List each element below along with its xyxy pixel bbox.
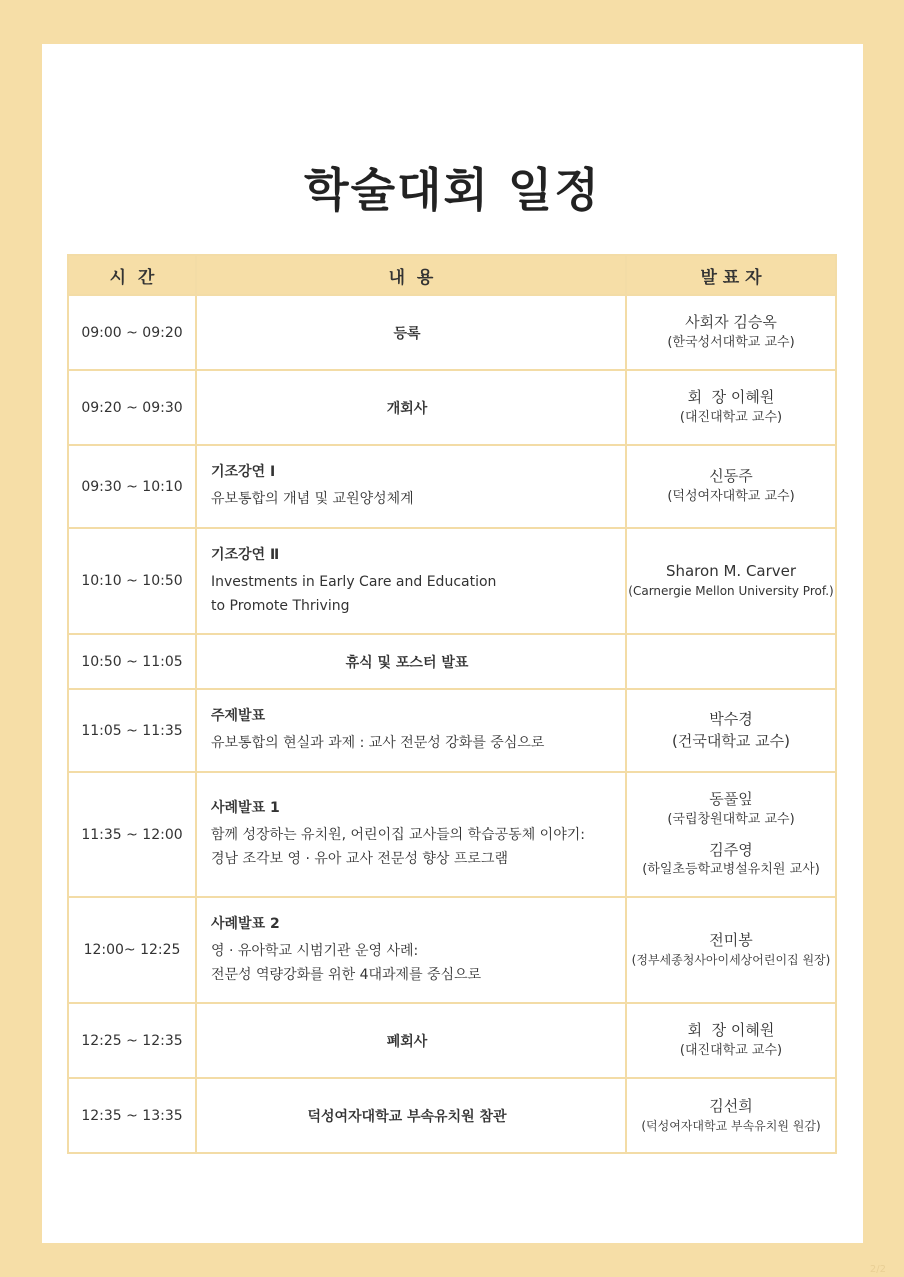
schedule-table [67, 254, 837, 1154]
speaker-affiliation: (대진대학교 교수) [679, 409, 783, 425]
speaker-cell [626, 445, 836, 528]
speaker-cell [626, 1003, 836, 1078]
table-row [68, 772, 836, 897]
speaker-name: Sharon M. Carver [665, 562, 797, 581]
speaker-name: 회 장 이혜원 [687, 388, 775, 407]
table-row [68, 295, 836, 370]
content-cell [196, 445, 626, 528]
speaker-name: 사회자 김승옥 [685, 313, 777, 332]
time-cell: 10:50 ~ 11:05 [68, 634, 196, 689]
session-text: Investments in Early Care and Education [211, 573, 497, 590]
speaker-name: 김주영 [709, 840, 753, 859]
speaker-cell [626, 295, 836, 370]
time-cell: 09:20 ~ 09:30 [68, 370, 196, 445]
table-row [68, 445, 836, 528]
content-cell: 개회사 [196, 370, 626, 445]
session-heading: 기조강연 Ⅱ [211, 546, 280, 563]
header-content: 내 용 [196, 255, 626, 295]
time-cell: 12:25 ~ 12:35 [68, 1003, 196, 1078]
content-cell: 폐회사 [196, 1003, 626, 1078]
speaker-affiliation: (덕성여자대학교 부속유치원 원감) [641, 1118, 821, 1133]
content-cell [196, 689, 626, 772]
table-row [68, 689, 836, 772]
table-row [68, 897, 836, 1003]
speaker-name: 전미봉 [709, 931, 753, 950]
speaker-cell [626, 528, 836, 634]
time-cell: 12:35 ~ 13:35 [68, 1078, 196, 1153]
speaker-affiliation: (덕성여자대학교 교수) [667, 488, 795, 504]
table-row [68, 1003, 836, 1078]
time-cell: 09:00 ~ 09:20 [68, 295, 196, 370]
content-cell [196, 528, 626, 634]
header-speaker: 발 표 자 [626, 255, 836, 295]
session-text: 유보통합의 개념 및 교원양성체계 [211, 491, 414, 508]
session-text: to Promote Thriving [211, 597, 350, 614]
time-cell: 11:35 ~ 12:00 [68, 772, 196, 897]
speaker-name: 박수경 [709, 709, 753, 728]
speaker-cell [626, 370, 836, 445]
session-text: 전문성 역량강화를 위한 4대과제를 중심으로 [211, 966, 482, 983]
time-cell: 11:05 ~ 11:35 [68, 689, 196, 772]
speaker-affiliation: (건국대학교 교수) [672, 731, 790, 750]
speaker-name: 신동주 [709, 467, 753, 486]
session-heading: 사례발표 2 [211, 915, 280, 932]
speaker-cell [626, 897, 836, 1003]
speaker-name: 김선희 [709, 1096, 753, 1115]
time-cell: 09:30 ~ 10:10 [68, 445, 196, 528]
table-row [68, 634, 836, 689]
session-heading: 기조강연 Ⅰ [211, 464, 276, 481]
time-cell: 10:10 ~ 10:50 [68, 528, 196, 634]
content-cell: 휴식 및 포스터 발표 [196, 634, 626, 689]
speaker-affiliation: (정부세종청사아이세상어린이집 원장) [631, 953, 831, 968]
table-row [68, 528, 836, 634]
content-cell: 덕성여자대학교 부속유치원 참관 [196, 1078, 626, 1153]
session-text: 영 · 유아학교 시범기관 운영 사례: [211, 942, 419, 959]
session-text: 경남 조각보 영 · 유아 교사 전문성 향상 프로그램 [211, 851, 509, 867]
page-title: 학술대회 일정 [304, 163, 601, 217]
speaker-cell [626, 689, 836, 772]
content-cell [196, 897, 626, 1003]
content-cell [196, 772, 626, 897]
table-header-row [68, 255, 836, 295]
speaker-affiliation: (한국성서대학교 교수) [667, 334, 795, 350]
speaker-affiliation: (대진대학교 교수) [679, 1042, 783, 1058]
speaker-name: 동풀잎 [709, 789, 753, 808]
speaker-name: 회 장 이혜원 [687, 1021, 775, 1040]
session-heading: 주제발표 [211, 708, 266, 725]
speaker-cell [626, 634, 836, 689]
session-heading: 사례발표 1 [211, 800, 280, 817]
speaker-cell [626, 1078, 836, 1153]
header-time: 시 간 [68, 255, 196, 295]
table-row [68, 1078, 836, 1153]
speaker-cell [626, 772, 836, 897]
page-number: 2/2 [869, 1264, 886, 1275]
time-cell: 12:00~ 12:25 [68, 897, 196, 1003]
session-text: 함께 성장하는 유치원, 어린이집 교사들의 학습공동체 이야기: [211, 827, 585, 844]
page-sheet [42, 44, 863, 1243]
speaker-affiliation: (Carnergie Mellon University Prof.) [628, 584, 834, 599]
table-row [68, 370, 836, 445]
spacer [628, 830, 834, 840]
content-cell: 등록 [196, 295, 626, 370]
session-text: 유보통합의 현실과 과제 : 교사 전문성 강화를 중심으로 [211, 735, 545, 752]
speaker-affiliation: (하일초등학교병설유치원 교사) [642, 862, 820, 878]
speaker-affiliation: (국립창원대학교 교수) [667, 811, 795, 827]
